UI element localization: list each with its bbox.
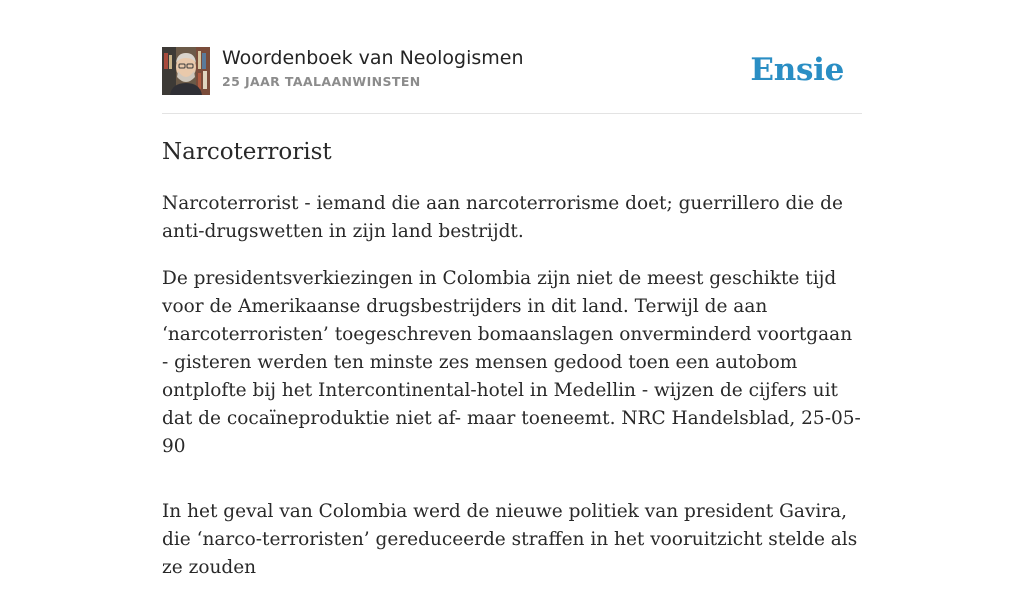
site-subtitle: 25 JAAR TAALAANWINSTEN [222,74,421,89]
definition-paragraph: Narcoterrorist - iemand die aan narcoterrorisme doet; guerrillero die de anti-drugswetten in zijn land bestrijdt. [162,193,843,242]
brand-logo[interactable]: Ensie [750,52,844,88]
header-divider [162,113,862,114]
article-body [162,190,862,601]
avatar[interactable] [162,47,210,95]
quote-paragraph: In het geval van Colombia werd de nieuwe politiek van president Gavira, die ‘narco-terroristen’ gereduceerde straffen in het vooruitzicht stelde als ze zouden [162,501,858,578]
site-header [162,46,862,96]
author-portrait-icon [162,47,210,95]
site-title[interactable]: Woordenboek van Neologismen [222,47,524,69]
page-title: Narcoterrorist [162,139,332,165]
quote-paragraph: De presidentsverkiezingen in Colombia zijn niet de meest geschikte tijd voor de Amerikaanse drugsbestrijders in dit land. Terwijl de aan ‘narcoterroristen’ toegeschreven bomaanslagen onverminderd voortgaan - gisteren werden ten minste zes mensen gedood toen een autobom ontplofte bij het Intercontinental-hotel in Medellin - wijzen de cijfers uit dat de cocaïneproduktie niet af- maar toeneemt. NRC Handelsblad, 25-05-90 [162,268,861,457]
